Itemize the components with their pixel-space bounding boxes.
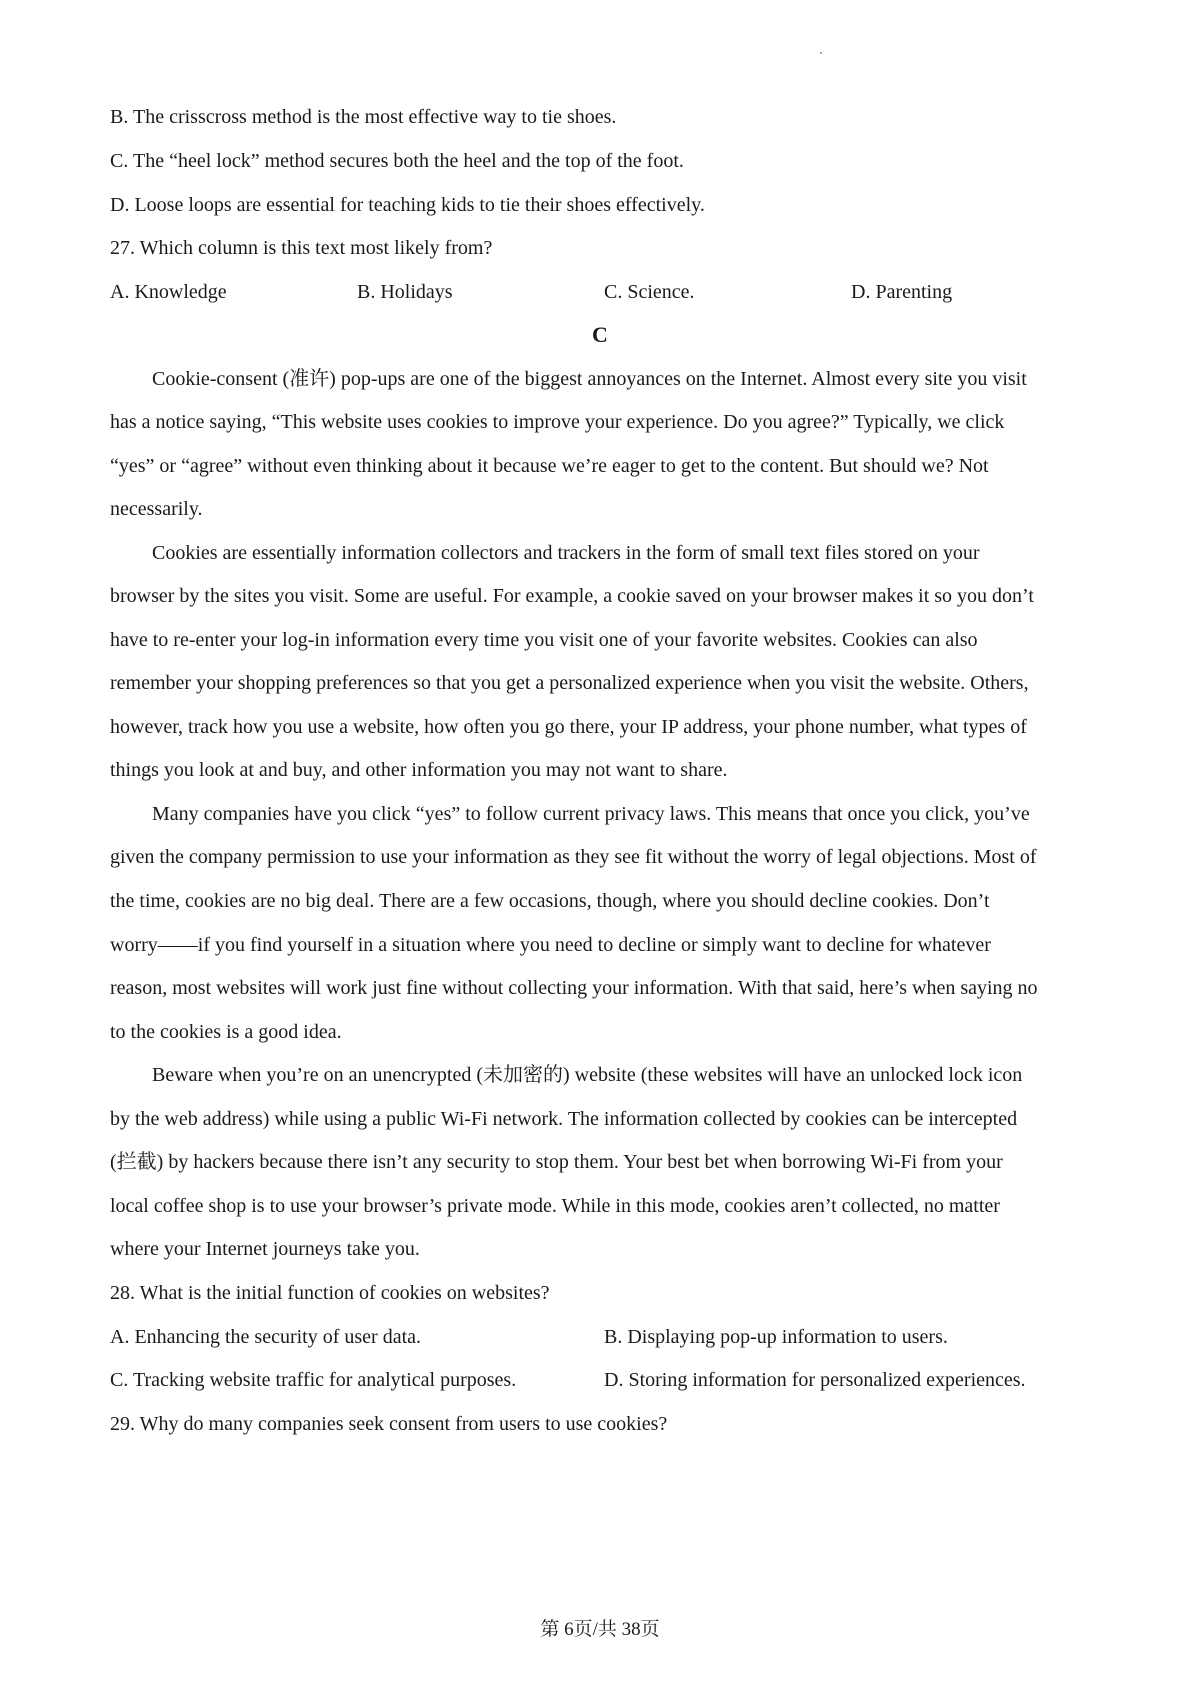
passage-line: things you look at and buy, and other information you may not want to share. bbox=[110, 759, 728, 781]
passage-line: Cookie-consent (准许) pop-ups are one of the biggest annoyances on the Internet. Almost every site you visit bbox=[152, 368, 1027, 390]
passage-line: necessarily. bbox=[110, 498, 203, 520]
passage-line: however, track how you use a website, how often you go there, your IP address, your phone number, what types of bbox=[110, 716, 1027, 738]
q28-option-b: B. Displaying pop-up information to users. bbox=[604, 1326, 948, 1348]
passage-line: the time, cookies are no big deal. There are a few occasions, though, where you should decline cookies. Don’t bbox=[110, 890, 990, 912]
passage-line: to the cookies is a good idea. bbox=[110, 1021, 342, 1043]
passage-line: given the company permission to use your information as they see fit without the worry of legal objections. Most of bbox=[110, 846, 1037, 868]
question-27: 27. Which column is this text most likely from? bbox=[110, 237, 493, 259]
q27-option-c: C. Science. bbox=[604, 281, 695, 303]
passage-line: where your Internet journeys take you. bbox=[110, 1238, 420, 1260]
prev-option-c: C. The “heel lock” method secures both the heel and the top of the foot. bbox=[110, 150, 684, 172]
passage-line: (拦截) by hackers because there isn’t any security to stop them. Your best bet when borrowing Wi-Fi from your bbox=[110, 1151, 1003, 1173]
scan-speck bbox=[820, 52, 822, 54]
passage-line: remember your shopping preferences so that you get a personalized experience when you visit the website. Others, bbox=[110, 672, 1029, 694]
prev-option-d: D. Loose loops are essential for teaching kids to tie their shoes effectively. bbox=[110, 194, 705, 216]
q28-option-d: D. Storing information for personalized experiences. bbox=[604, 1369, 1026, 1391]
page-number: 第 6页/共 38页 bbox=[540, 1619, 660, 1640]
passage-line: Many companies have you click “yes” to follow current privacy laws. This means that once you click, you’ve bbox=[152, 803, 1030, 825]
question-29: 29. Why do many companies seek consent from users to use cookies? bbox=[110, 1413, 668, 1435]
question-28: 28. What is the initial function of cookies on websites? bbox=[110, 1282, 550, 1304]
q28-option-c: C. Tracking website traffic for analytical purposes. bbox=[110, 1369, 517, 1391]
passage-line: reason, most websites will work just fine without collecting your information. With that said, here’s when saying no bbox=[110, 977, 1038, 999]
passage-line: worry——if you find yourself in a situation where you need to decline or simply want to decline for whatever bbox=[110, 934, 991, 956]
prev-option-b: B. The crisscross method is the most effective way to tie shoes. bbox=[110, 106, 617, 128]
passage-line: browser by the sites you visit. Some are useful. For example, a cookie saved on your browser makes it so you don’t bbox=[110, 585, 1034, 607]
q27-option-b: B. Holidays bbox=[357, 281, 453, 303]
section-heading: C bbox=[592, 322, 608, 347]
passage-line: Beware when you’re on an unencrypted (未加密的) website (these websites will have an unlocked lock icon bbox=[152, 1064, 1023, 1086]
passage-line: Cookies are essentially information collectors and trackers in the form of small text files stored on your bbox=[152, 542, 980, 564]
passage-line: has a notice saying, “This website uses cookies to improve your experience. Do you agree?” Typically, we click bbox=[110, 411, 1005, 433]
q28-option-a: A. Enhancing the security of user data. bbox=[110, 1326, 422, 1348]
passage-line: have to re-enter your log-in information every time you visit one of your favorite websites. Cookies can also bbox=[110, 629, 978, 651]
passage-line: by the web address) while using a public Wi-Fi network. The information collected by cookies can be intercepted bbox=[110, 1108, 1018, 1130]
passage-line: “yes” or “agree” without even thinking about it because we’re eager to get to the content. But should we? Not bbox=[110, 455, 989, 477]
passage-line: local coffee shop is to use your browser’s private mode. While in this mode, cookies aren’t collected, no matter bbox=[110, 1195, 1000, 1217]
q27-option-a: A. Knowledge bbox=[110, 281, 227, 303]
q27-option-d: D. Parenting bbox=[851, 281, 953, 303]
